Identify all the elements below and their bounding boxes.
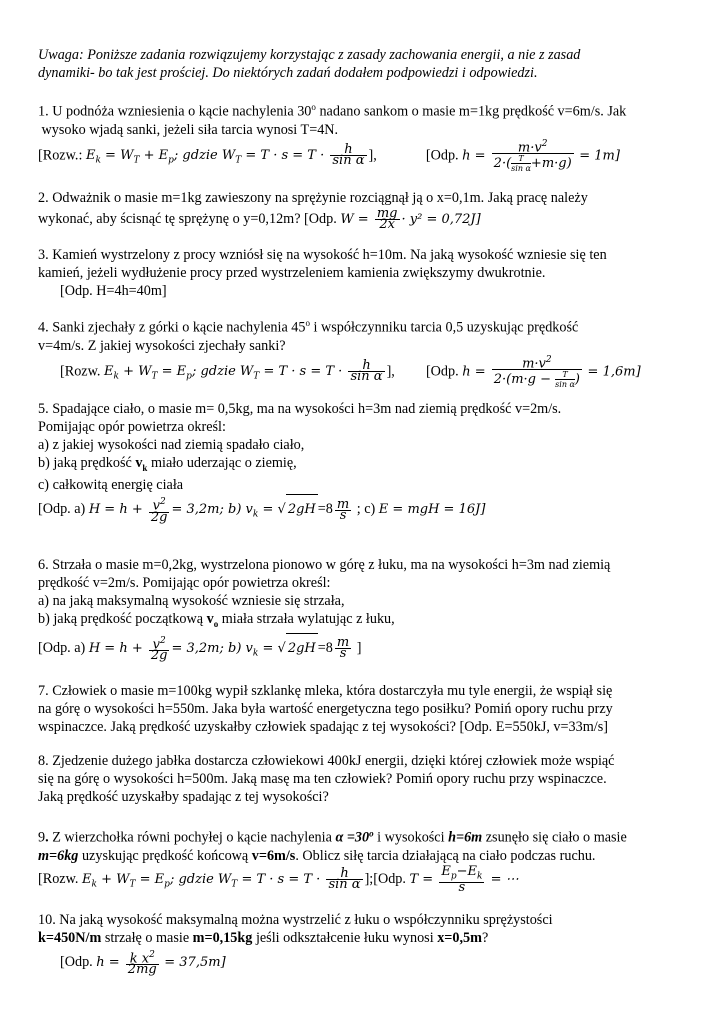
intro-line-1: Uwaga: Poniższe zadania rozwiązujemy korzystając z zasady zachowania energii, a nie z zasad (38, 47, 581, 63)
problem-5: 5. Spadające ciało, o masie m= 0,5kg, ma na wysokości h=3m nad ziemią prędkość v=2m/s. Pomijając opór powietrza określ: a) z jakiej wysokości nad ziemią spadało ciało, b) jaką prędkość $v_k$ miało uderzając o ziemię, c) całkowitą energię ciała [Odp. a) H = h + $\frac{v^2}{2g}$ = 3,2m; b) $v_k$ = √ 2gH =8 $\frac{m}{s}$ ; c) E = mgH = 16J] (38, 400, 658, 530)
problem-8: 8. Zjedzenie dużego jabłka dostarcza człowiekowi 400kJ energii, dzięki której człowiek może wspiąć się na górę o wysokości h=500m. Jaką masę ma ten człowiek? Pomiń opory ruchu przy wspinaczce. Jaką prędkość uzyskałby spadając z tej wysokości? (38, 753, 615, 806)
problem-1-question: wysoko wjadą sanki, jeżeli siła tarcia wynosi T=4N. (41, 121, 339, 138)
problem-1-text: 1. U podnóża wzniesienia o kącie nachylenia 30 (38, 103, 312, 120)
problem-9: 9. Z wierzchołka równi pochyłej o kącie nachylenia $\alpha =30^o$ i wysokości h=6m zsunęło się ciało o masie m=6kg uzyskując prędkość końcową v=6m/s. Oblicz siłę tarcia działającą na ciało podczas ruchu. [Rozw. $E_k + W_T = E_p$; gdzie $W_T = T \cdot s = T$ · $\frac{h}{\text{sin α}}$ ];[Odp. T = $\frac{E_p-E_k}{s}$ = ⋯ (38, 824, 658, 898)
problem-7: 7. Człowiek o masie m=100kg wypił szklankę mleka, która dostarczyła mu tyle energii, że wspiął się na górę o wysokości h=550m. Jaka była wartość energetyczna tego posiłku? Pomiń opory ruchu przy wspinaczce. Jaką prędkość uzyskałby człowiek spadając z tej wysokości? [Odp. E=550kJ, v=33m/s] (38, 683, 613, 736)
problem-4: 4. Sanki zjechały z górki o kącie nachylenia 45$^o$ i współczynniku tarcia 0,5 uzyskując prędkość v=4m/s. Z jakiej wysokości zjechały sanki? [Rozw. $E_k + W_T = E_p$; gdzie $W_T = T \cdot s = T$ · $\frac{h}{\text{sin α}}$ ], [Odp. h = $m\cdot v^2$ 2·(m·g − $\frac{T}{\text{sin α}}$ ) = 1,6m] (38, 314, 658, 392)
problem-9-solution: [Rozw. $E_k + W_T = E_p$; gdzie $W_T = T \cdot s = T$ · $\frac{h}{\text{sin α}}$ ];[Odp. T = $\frac{E_p-E_k}{s}$ = ⋯ (38, 864, 519, 895)
problem-2: 2. Odważnik o masie m=1kg zawieszony na sprężynie rozciągnął ją o x=0,1m. Jaką pracę należy wykonać, aby ścisnąć tę sprężynę o y=0,12m? [Odp. W = $\frac{mg}{2x}$ · y² = 0,72J] (38, 189, 588, 232)
problem-10-answer: [Odp. h = $\frac{k x^2}{2mg}$ = 37,5m] (60, 949, 226, 978)
problem-1-solution: [Rozw.: $E_k = W_T + E_p$; gdzie $W_T = T \cdot s = T$ · $\frac{h}{\text{sin α}}$ ], [Odp. h = $m\cdot v^2$ 2·( $\frac{T}{\text{sin α}}$ +m·g) = 1m] (38, 138, 620, 174)
intro-line-2: dynamiki- bo tak jest prościej. Do niektórych zadań dodałem podpowiedzi i odpowiedzi. (38, 65, 538, 81)
problem-10: 10. Na jaką wysokość maksymalną można wystrzelić z łuku o współczynniku sprężystości k=450N/m strzałę o masie m=0,15kg jeśli odkształcenie łuku wynosi x=0,5m? [Odp. h = $\frac{k x^2}{2mg}$ = 37,5m] (38, 911, 658, 978)
problem-1: 1. U podnóża wzniesienia o kącie nachylenia 30$^o$ nadano sankom o masie m=1kg prędkość v=6m/s. Jak wysoko wjadą sanki, jeżeli siła tarcia wynosi T=4N. [Rozw.: $E_k = W_T + E_p$; gdzie $W_T = T \cdot s = T$ · $\frac{h}{\text{sin α}}$ ], [Odp. h = $m\cdot v^2$ 2·( $\frac{T}{\text{sin α}}$ +m·g) = 1m] (38, 98, 658, 175)
problem-6-answer: [Odp. a) H = h + $\frac{v^2}{2g}$ = 3,2m; b) $v_k$ = √ 2gH =8 $\frac{m}{s}$ ] (38, 633, 658, 669)
problem-3: 3. Kamień wystrzelony z procy wzniósł się na wysokość h=10m. Na jaką wysokość wzniesie się ten kamień, jeżeli wydłużenie procy przed wystrzeleniem kamienia zwiększymy dwukrotnie. [Odp. H=4h=40m] (38, 246, 607, 299)
problem-4-solution: [Rozw. $E_k + W_T = E_p$; gdzie $W_T = T \cdot s = T$ · $\frac{h}{\text{sin α}}$ ], [Odp. h = $m\cdot v^2$ 2·(m·g − $\frac{T}{\text{sin α}}$ ) = 1,6m] (60, 354, 641, 389)
document-page (38, 46, 658, 978)
problem-6: 6. Strzała o masie m=0,2kg, wystrzelona pionowo w górę z łuku, ma na wysokości h=3m nad ziemią prędkość v=2m/s. Pomijając opór powietrza określ: a) na jaką maksymalną wysokość wzniesie się strzała, b) jaką prędkość początkową $v_o$ miała strzała wylatując z łuku, [Odp. a) H = h + $\frac{v^2}{2g}$ = 3,2m; b) $v_k$ = √ 2gH =8 $\frac{m}{s}$ ] (38, 556, 658, 668)
problem-3-answer: [Odp. H=4h=40m] (60, 282, 167, 299)
problem-5-answer: [Odp. a) H = h + $\frac{v^2}{2g}$ = 3,2m; b) $v_k$ = √ 2gH =8 $\frac{m}{s}$ ; c) E = mgH = 16J] (38, 494, 658, 530)
